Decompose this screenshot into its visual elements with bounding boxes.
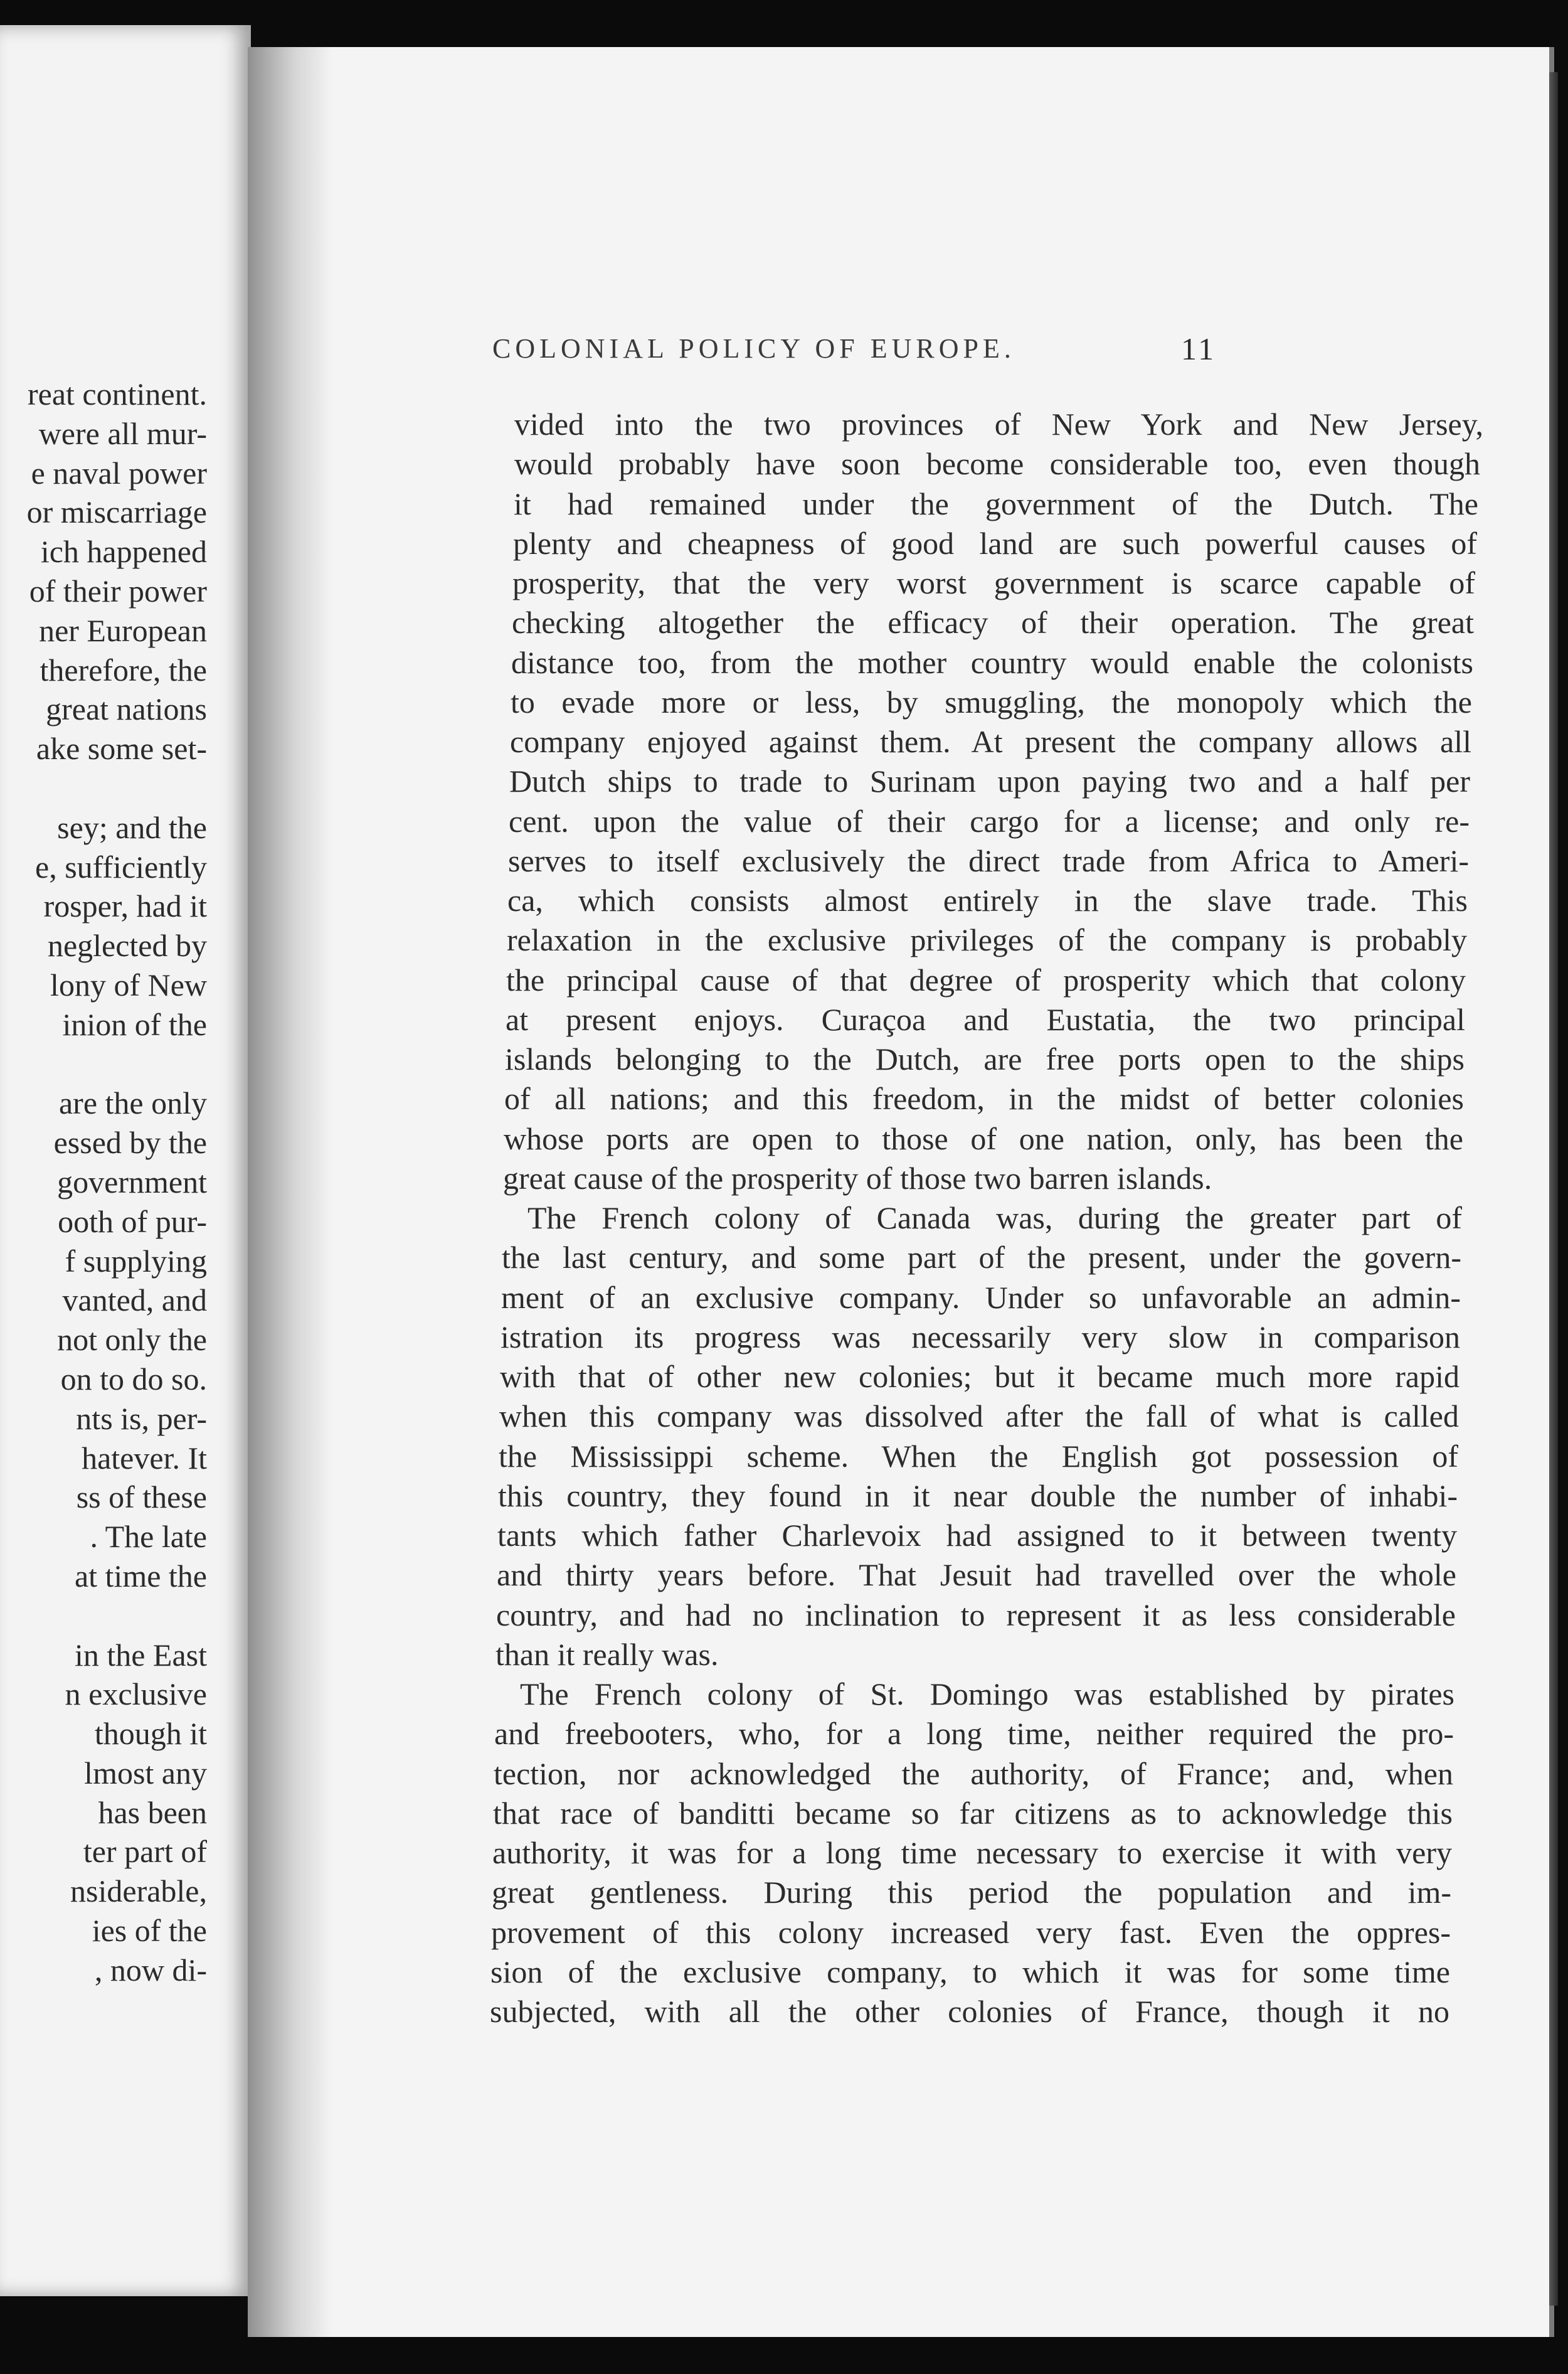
text-line: checking altogether the efficacy of their operation. The great (512, 605, 1474, 641)
left-line: though it (94, 1716, 207, 1752)
text-line: with that of other new colonies; but it became much more rapid (500, 1359, 1459, 1394)
left-line: nts is, per- (76, 1400, 207, 1436)
text-line: islands belonging to the Dutch, are free ports open to the ships (505, 1041, 1465, 1077)
text-line: would probably have soon become considerable too, even though (514, 446, 1480, 482)
text-line: istration its progress was necessarily very slow in comparison (501, 1319, 1460, 1355)
text-line: than it really was. (495, 1636, 719, 1672)
left-line: government (57, 1164, 207, 1200)
text-line: company enjoyed against them. At present the company allows all (510, 724, 1471, 759)
left-line: ss of these (76, 1479, 207, 1515)
text-line: distance too, from the mother country would enable the colonists (511, 644, 1473, 680)
left-line: f supplying (65, 1243, 207, 1279)
left-line: on to do so. (60, 1361, 207, 1397)
text-line: tants which father Charlevoix had assigned to it between twenty (497, 1518, 1457, 1553)
left-line: great nations (46, 691, 207, 727)
text-line: the Mississippi scheme. When the English got possession of (499, 1438, 1458, 1474)
left-line: therefore, the (40, 652, 207, 688)
left-line: vanted, and (62, 1282, 207, 1318)
text-line: country, and had no inclination to represent it as less considerable (496, 1597, 1456, 1632)
left-line: lony of New (50, 967, 207, 1003)
text-line: plenty and cheapness of good land are such powerful causes of (513, 525, 1477, 561)
left-line: are the only (58, 1085, 207, 1121)
left-line: ies of the (92, 1913, 207, 1949)
left-line: neglected by (47, 928, 207, 964)
left-line: reat continent. (28, 376, 207, 412)
left-line (0, 1596, 207, 1636)
text-line: great cause of the prosperity of those two barren islands. (503, 1160, 1212, 1196)
left-line: , now di- (94, 1952, 207, 1988)
text-line: The French colony of Canada was, during the greater part of (527, 1200, 1462, 1235)
left-line: ake some set- (36, 731, 207, 767)
left-line: not only the (57, 1322, 207, 1358)
left-line: lmost any (84, 1755, 207, 1791)
text-line: subjected, with all the other colonies of France, though it no (490, 1994, 1449, 2029)
page-edge (1549, 72, 1558, 2306)
left-page-text (0, 375, 207, 1990)
text-line: when this company was dissolved after the fall of what is called (499, 1398, 1459, 1434)
text-line: this country, they found in it near double the number of inhabi- (498, 1477, 1458, 1513)
page-number: 11 (1181, 331, 1217, 366)
text-line: serves to itself exclusively the direct trade from Africa to Ameri- (508, 843, 1469, 878)
left-line (0, 1045, 207, 1084)
text-line: at present enjoys. Curaçoa and Eustatia, the two principal (506, 1001, 1465, 1037)
left-line: . The late (90, 1519, 207, 1555)
left-line: inion of the (62, 1006, 207, 1042)
left-line: at time the (74, 1558, 207, 1594)
left-line: n exclusive (65, 1676, 207, 1712)
text-line: ment of an exclusive company. Under so unfavorable an admin- (501, 1279, 1461, 1315)
right-page (248, 47, 1549, 2337)
text-line: authority, it was for a long time necessary to exercise it with very (492, 1835, 1452, 1870)
left-line: or miscarriage (26, 494, 207, 530)
left-line: ner European (39, 612, 207, 648)
left-line: were all mur- (38, 415, 207, 451)
text-line: provement of this colony increased very fast. Even the oppres- (491, 1914, 1451, 1950)
text-line: sion of the exclusive company, to which it was for some time (490, 1954, 1450, 1989)
text-line: to evade more or less, by smuggling, the monopoly which the (511, 684, 1472, 720)
left-line: essed by the (53, 1125, 207, 1161)
text-line: great gentleness. During this period the population and im- (492, 1875, 1451, 1910)
left-line: ooth of pur- (58, 1203, 207, 1239)
text-line: the last century, and some part of the present, under the govern- (502, 1240, 1461, 1275)
text-line: cent. upon the value of their cargo for a license; and only re- (509, 803, 1470, 839)
text-line: Dutch ships to trade to Surinam upon paying two and a half per (509, 764, 1470, 799)
left-line: e, sufficiently (35, 849, 207, 885)
running-head: COLONIAL POLICY OF EUROPE. (492, 333, 1015, 364)
text-line: vided into the two provinces of New York and New Jersey, (514, 407, 1483, 442)
text-line: whose ports are open to those of one nation, only, has been the (504, 1120, 1463, 1156)
left-facing-page (0, 25, 251, 2296)
text-line: prosperity, that the very worst government is scarce capable of (512, 565, 1475, 600)
text-line: and thirty years before. That Jesuit had travelled over the whole (497, 1557, 1456, 1593)
text-line: ca, which consists almost entirely in the slave trade. This (507, 883, 1468, 918)
text-line: tection, nor acknowledged the authority, of France; and, when (494, 1755, 1453, 1791)
left-line: of their power (29, 573, 207, 609)
left-line: in the East (74, 1637, 207, 1673)
text-line: and freebooters, who, for a long time, neither required the pro- (494, 1716, 1454, 1752)
left-line: hatever. It (82, 1440, 207, 1476)
text-line: relaxation in the exclusive privileges of the company is probably (507, 922, 1467, 958)
text-line: the principal cause of that degree of prosperity which that colony (506, 962, 1466, 998)
text-line: The French colony of St. Domingo was established by pirates (520, 1676, 1454, 1711)
left-line: ter part of (83, 1834, 207, 1870)
text-line: of all nations; and this freedom, in the midst of better colonies (504, 1081, 1464, 1117)
left-line: sey; and the (57, 809, 207, 845)
left-line: e naval power (31, 455, 207, 491)
left-line: nsiderable, (70, 1873, 207, 1909)
left-line: rosper, had it (43, 888, 207, 924)
text-line: that race of banditti became so far citizens as to acknowledge this (493, 1795, 1453, 1831)
text-line: it had remained under the government of the Dutch. The (514, 486, 1478, 521)
left-line: ich happened (40, 534, 207, 570)
left-line (0, 769, 207, 808)
left-line: has been (98, 1794, 207, 1830)
